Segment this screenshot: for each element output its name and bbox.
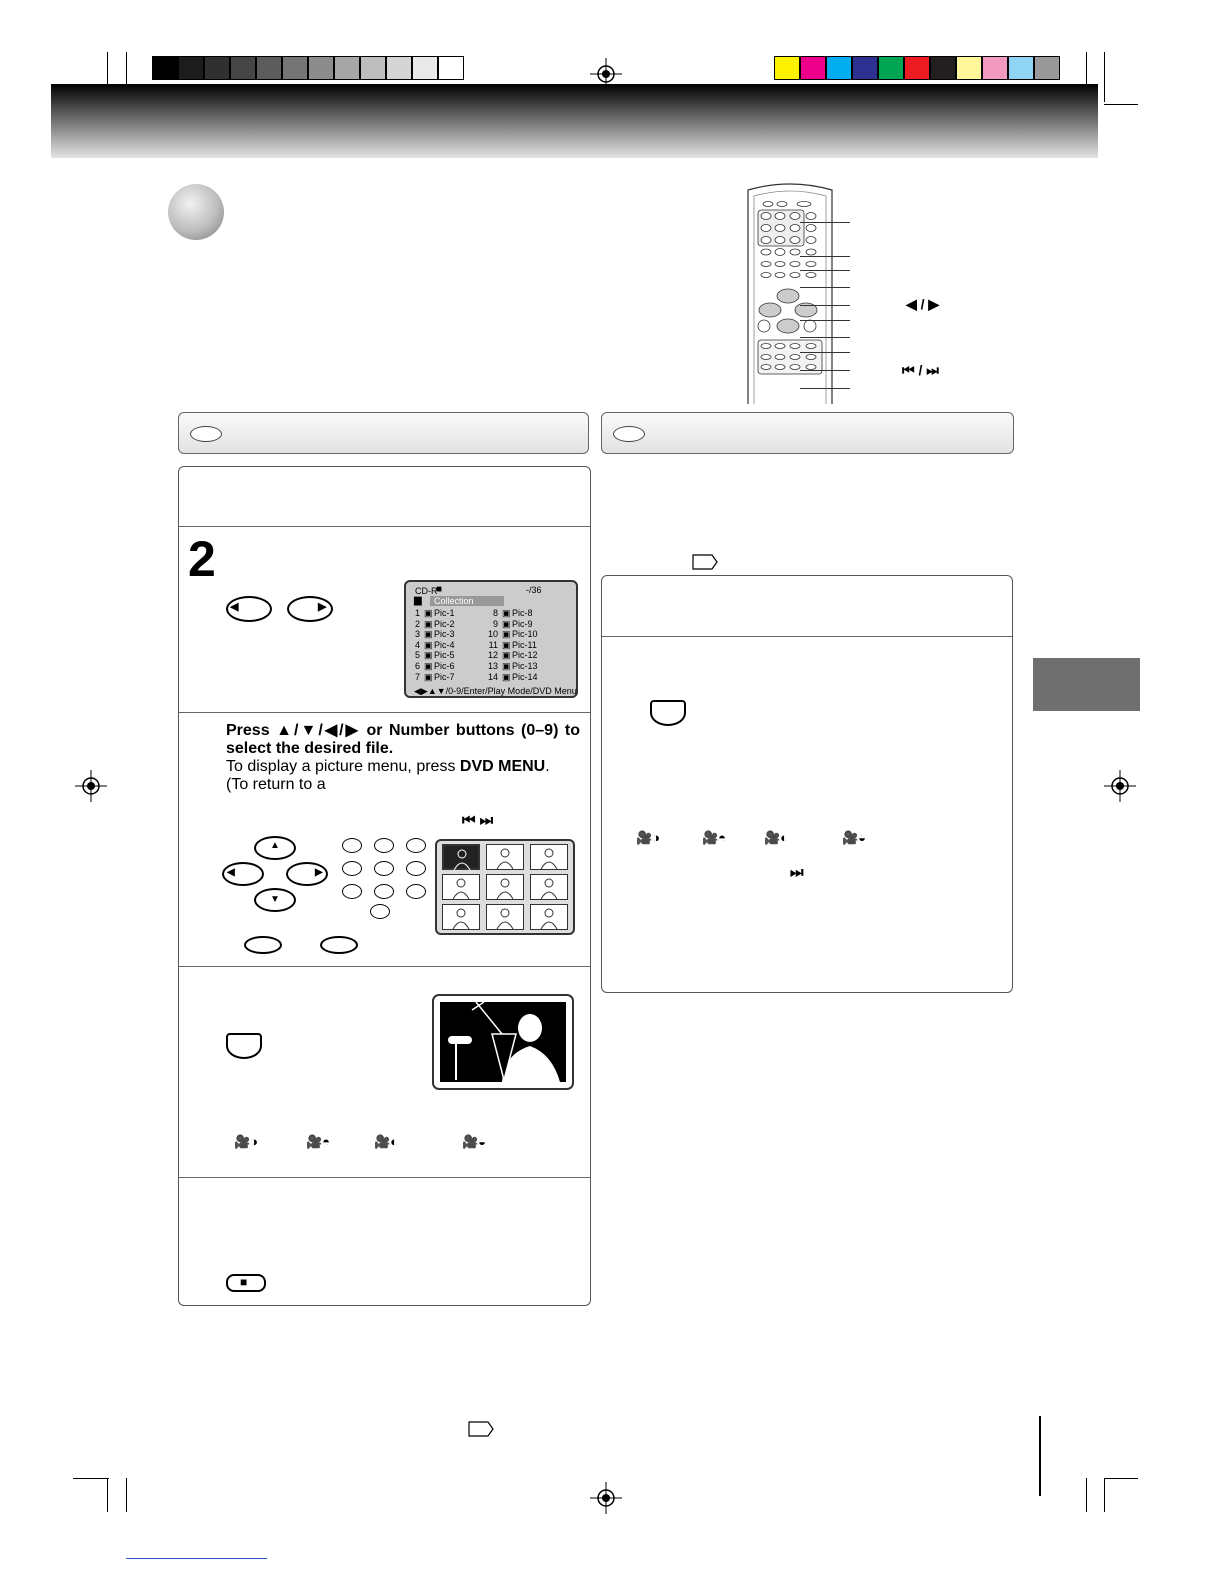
- file-name[interactable]: Pic-4: [434, 639, 455, 650]
- color-swatch: [956, 56, 982, 80]
- step-divider: [179, 526, 590, 527]
- number-button[interactable]: [342, 838, 362, 853]
- file-counter: -/36: [526, 585, 542, 595]
- picture-thumbnail[interactable]: [530, 874, 568, 900]
- callout-line: [800, 370, 850, 371]
- gray-swatch: [178, 56, 204, 80]
- file-name[interactable]: Pic-11: [512, 639, 537, 650]
- step3-line1: [226, 758, 580, 776]
- picture-file-icon: ▣: [502, 618, 511, 629]
- color-swatch: [930, 56, 956, 80]
- right-arrow-icon: ▶: [315, 867, 323, 878]
- crop-mark: [1039, 1416, 1041, 1496]
- skip-next-icon: ⏭: [790, 864, 804, 881]
- file-name[interactable]: Pic-5: [434, 650, 455, 661]
- callout-line: [800, 222, 850, 223]
- crop-mark: [73, 1478, 109, 1479]
- picture-file-icon: ▣: [424, 629, 433, 640]
- stop-icon: ■: [240, 1275, 248, 1289]
- file-number: 1: [414, 608, 420, 618]
- rotation-icon: 🎥◑: [636, 830, 661, 845]
- rotation-icon: 🎥◐: [764, 830, 789, 845]
- file-number: 6: [414, 661, 420, 671]
- picture-thumbnail[interactable]: [442, 844, 480, 870]
- registration-mark-icon: [75, 770, 107, 802]
- dvd-menu-button[interactable]: [320, 936, 358, 954]
- remote-arrow-label: ◀ / ▶: [906, 296, 940, 312]
- callout-line: [800, 337, 850, 338]
- step3-instruction: [226, 722, 580, 794]
- section-tab: [1033, 658, 1140, 711]
- number-button[interactable]: [342, 861, 362, 876]
- crop-mark: [126, 1478, 127, 1512]
- picture-file-icon: ▣: [424, 618, 433, 629]
- up-arrow-icon: ▲: [270, 840, 280, 851]
- remote-control-illustration: [740, 180, 840, 405]
- number-button[interactable]: [406, 838, 426, 853]
- left-arrow-icon: ◀: [227, 867, 235, 878]
- gray-swatch: [152, 56, 178, 80]
- callout-line: [800, 305, 850, 306]
- number-button[interactable]: [374, 838, 394, 853]
- picture-file-icon: ▣: [502, 639, 511, 650]
- gray-swatch: [438, 56, 464, 80]
- enter-button[interactable]: [244, 936, 282, 954]
- play-button[interactable]: [226, 1033, 262, 1059]
- folder-name: Collection: [430, 596, 504, 606]
- picture-thumbnail[interactable]: [530, 904, 568, 930]
- picture-thumbnail[interactable]: [486, 844, 524, 870]
- crop-mark: [107, 1478, 108, 1512]
- step-number: 2: [188, 531, 216, 587]
- registration-mark-icon: [1104, 770, 1136, 802]
- step3-prefix: To display a picture menu, press: [226, 758, 460, 775]
- dvd-menu-text: DVD MENU: [459, 758, 546, 775]
- file-number: 14: [487, 671, 498, 682]
- picture-file-icon: ▣: [502, 661, 511, 671]
- registration-mark-icon: [590, 1482, 622, 1514]
- gray-swatch: [308, 56, 334, 80]
- color-swatch: [904, 56, 930, 80]
- rotation-icon: 🎥◒: [462, 1134, 487, 1149]
- gray-swatch: [282, 56, 308, 80]
- file-name[interactable]: Pic-6: [434, 661, 455, 671]
- callout-line: [800, 256, 850, 257]
- crop-mark: [1104, 104, 1138, 105]
- callout-line: [800, 320, 850, 321]
- gray-swatch: [256, 56, 282, 80]
- color-swatch: [878, 56, 904, 80]
- stop-indicator-icon: ■: [436, 584, 443, 595]
- disc-badge-icon: [613, 426, 645, 442]
- crop-mark: [1104, 52, 1105, 102]
- file-number: 7: [414, 671, 420, 682]
- file-number: 3: [414, 629, 420, 640]
- picture-file-icon: ▣: [502, 650, 511, 661]
- number-button[interactable]: [406, 861, 426, 876]
- callout-line: [800, 270, 850, 271]
- number-button[interactable]: [374, 884, 394, 899]
- file-number: 4: [414, 639, 420, 650]
- gray-swatch: [412, 56, 438, 80]
- left-section-header: [178, 412, 589, 454]
- picture-file-icon: ▣: [424, 650, 433, 661]
- color-swatch: [852, 56, 878, 80]
- right-info-panel: [601, 575, 1013, 993]
- rotation-icon: 🎥◓: [702, 830, 727, 845]
- file-name[interactable]: Pic-13: [512, 661, 538, 671]
- file-name[interactable]: Pic-7: [434, 671, 455, 682]
- down-arrow-icon: ▼: [270, 894, 280, 905]
- callout-line: [800, 388, 850, 389]
- number-button[interactable]: [406, 884, 426, 899]
- picture-file-icon: ▣: [424, 639, 433, 650]
- play-button-right[interactable]: [650, 700, 686, 726]
- gray-swatch: [204, 56, 230, 80]
- number-button[interactable]: [342, 884, 362, 899]
- disc-label: CD-R: [415, 586, 438, 596]
- step3-line2: (To return to a: [226, 776, 326, 793]
- picture-thumbnail[interactable]: [486, 874, 524, 900]
- file-number: 11: [488, 639, 498, 650]
- disc-badge-icon: [190, 426, 222, 442]
- rotation-icon: 🎥◑: [234, 1134, 259, 1149]
- step-divider: [179, 966, 590, 967]
- picture-thumbnail[interactable]: [442, 874, 480, 900]
- file-number: 9: [492, 618, 498, 629]
- picture-thumbnail[interactable]: [530, 844, 568, 870]
- picture-file-icon: ▣: [424, 661, 433, 671]
- gray-swatch: [334, 56, 360, 80]
- file-list-screen: [404, 580, 578, 698]
- number-button[interactable]: [374, 861, 394, 876]
- picture-display-screen: [432, 994, 574, 1090]
- file-number: 2: [414, 618, 420, 629]
- step3-bold: Press ▲/▼/◀/▶ or Number buttons (0–9) to select the desired file.: [226, 722, 580, 757]
- picture-file-icon: ▣: [424, 671, 433, 682]
- color-swatch: [1034, 56, 1060, 80]
- file-number: 10: [487, 629, 498, 640]
- file-name[interactable]: Pic-12: [512, 650, 538, 661]
- rotation-icon: 🎥◐: [374, 1134, 399, 1149]
- file-name[interactable]: Pic-9: [512, 618, 533, 629]
- file-name[interactable]: Pic-8: [512, 608, 533, 618]
- folder-icon: ▆: [414, 595, 422, 606]
- color-swatch: [774, 56, 800, 80]
- picture-file-icon: ▣: [502, 671, 511, 682]
- step-divider: [179, 1177, 590, 1178]
- page-reference-tag-icon: [692, 554, 718, 570]
- footer-rule: [126, 1558, 267, 1559]
- picture-file-icon: ▣: [502, 608, 511, 618]
- gray-swatch: [230, 56, 256, 80]
- color-swatch: [826, 56, 852, 80]
- callout-line: [800, 352, 850, 353]
- file-name[interactable]: Pic-1: [434, 608, 455, 618]
- file-name[interactable]: Pic-2: [434, 618, 455, 629]
- crop-mark: [1086, 1478, 1087, 1512]
- crop-mark: [1104, 1478, 1105, 1512]
- crop-mark: [1104, 1478, 1138, 1479]
- section-sphere-icon: [168, 184, 224, 240]
- file-name[interactable]: Pic-10: [512, 629, 538, 640]
- picture-file-icon: ▣: [502, 629, 511, 640]
- right-section-header: [601, 412, 1014, 454]
- picture-file-icon: ▣: [424, 608, 433, 618]
- gray-swatch: [360, 56, 386, 80]
- color-swatch: [982, 56, 1008, 80]
- step-divider: [179, 712, 590, 713]
- panel-divider: [602, 636, 1012, 637]
- file-name[interactable]: Pic-3: [434, 629, 455, 640]
- remote-skip-label: ⏮ / ⏭: [902, 362, 939, 378]
- color-swatch: [800, 56, 826, 80]
- file-number: 13: [487, 661, 498, 671]
- rotation-icon: 🎥◒: [842, 830, 867, 845]
- step3-suffix: .: [545, 758, 550, 775]
- file-name[interactable]: Pic-14: [512, 671, 538, 682]
- screen-footer: ◀▶▲▼/0-9/Enter/Play Mode/DVD Menu: [414, 686, 577, 696]
- header-banner: [51, 84, 1098, 158]
- page-number-tag-icon: [468, 1421, 494, 1437]
- left-arrow-icon: ◀: [230, 601, 239, 613]
- right-arrow-icon: ▶: [318, 601, 327, 613]
- rotation-icon: 🎥◓: [306, 1134, 331, 1149]
- file-number: 8: [492, 608, 498, 618]
- gray-swatch: [386, 56, 412, 80]
- picture-thumbnail[interactable]: [486, 904, 524, 930]
- number-button[interactable]: [370, 904, 390, 919]
- file-number: 12: [487, 650, 498, 661]
- file-number: 5: [414, 650, 420, 661]
- skip-icons: ⏮ ⏭: [462, 812, 494, 829]
- picture-thumbnail[interactable]: [442, 904, 480, 930]
- callout-line: [800, 287, 850, 288]
- color-swatch: [1008, 56, 1034, 80]
